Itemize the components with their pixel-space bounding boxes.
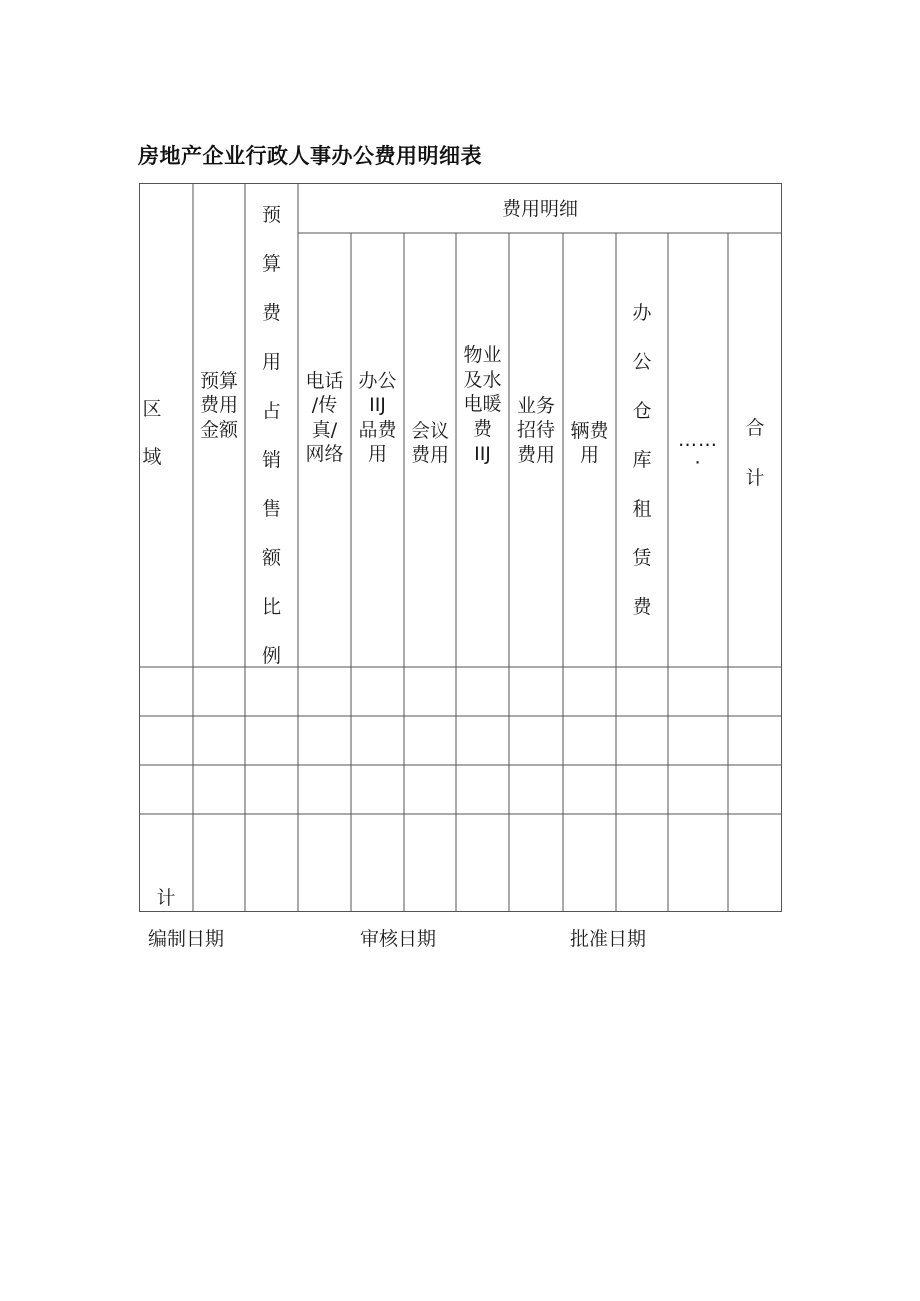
review-date-label: 审核日期 [360,928,437,950]
prepared-date-label: 编制日期 [148,928,225,950]
header-expense-detail: 费用明细 [501,198,578,220]
header-col-telecom: 电话 /传 真/ 网络 [305,370,344,465]
table-grid-lines [139,183,782,912]
header-col-meeting: 会议 费用 [410,420,449,467]
header-budget-ratio: 预 算 费 用 占 销 售 额 比 例 [261,204,281,667]
header-budget-amount: 预算 费用 金额 [199,370,238,441]
header-col-ellipsis: …… · [678,429,718,474]
document-title: 房地产企业行政人事办公费用明细表 [138,144,482,168]
header-region: 区 域 [142,398,162,468]
header-col-office-supplies: 办公 IIJ 品费 用 [358,370,397,465]
total-row-label: 计 [156,887,176,909]
expense-table [139,183,782,912]
header-col-vehicle: 辆费 用 [570,420,609,467]
header-col-warehouse-rent: 办 公 仓 库 租 赁 费 [632,302,652,618]
header-col-property-utilities: 物业 及水 电暖 费 IIJ [463,344,502,465]
header-col-entertainment: 业务 招待 费用 [516,395,555,466]
header-col-total: 合 计 [745,417,765,489]
approval-date-label: 批准日期 [570,928,647,950]
